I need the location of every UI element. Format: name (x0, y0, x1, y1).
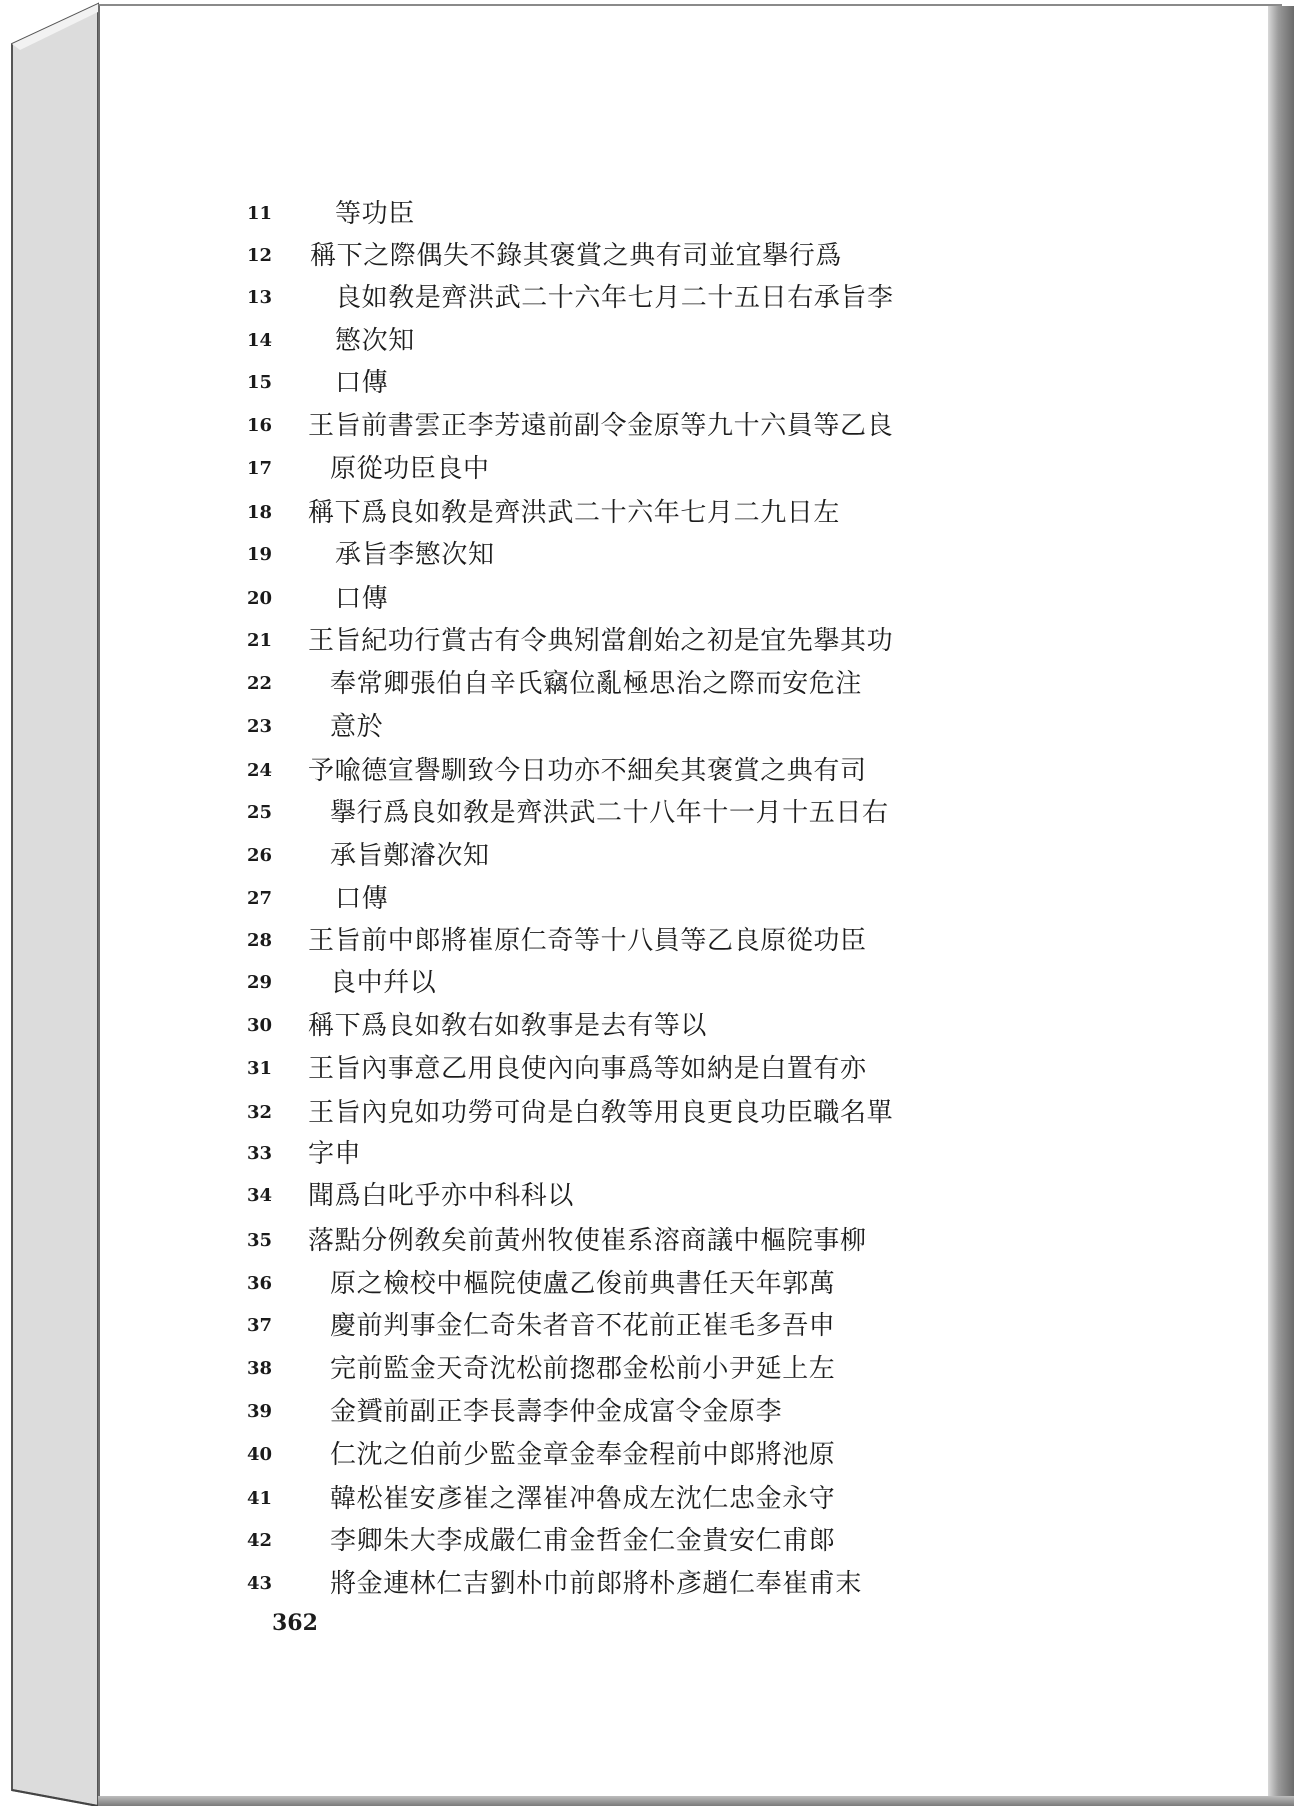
line-number: 33 (247, 1143, 273, 1164)
line-number: 41 (247, 1488, 273, 1509)
line-text: 良中幷以 (330, 968, 437, 998)
line-text: 予喩德宣譽馴致今日功亦不細矣其褒賞之典有司 (308, 756, 867, 786)
text-line (0, 620, 1100, 660)
line-text: 字申 (308, 1139, 362, 1169)
text-line (0, 792, 1100, 832)
line-number: 20 (247, 588, 273, 609)
line-number: 31 (247, 1058, 273, 1079)
line-text: 原從功臣良中 (330, 454, 490, 484)
text-line (0, 920, 1100, 960)
text-line (0, 1175, 1100, 1215)
text-line (0, 1263, 1100, 1303)
line-number: 13 (247, 287, 273, 308)
line-number: 17 (247, 458, 273, 479)
line-number: 30 (247, 1015, 273, 1036)
page-edge-shadow-right (1268, 6, 1294, 1802)
text-line (0, 1305, 1100, 1345)
text-line (0, 1092, 1100, 1132)
line-number: 15 (247, 372, 273, 393)
line-text: 王旨紀功行賞古有令典矧當創始之初是宜先擧其功 (308, 626, 894, 656)
text-line (0, 1434, 1100, 1474)
text-line (0, 835, 1100, 875)
text-line (0, 534, 1100, 574)
text-line (0, 962, 1100, 1002)
line-text: 聞爲白叱乎亦中科科以 (308, 1181, 575, 1211)
line-text: 口傳 (335, 368, 389, 398)
line-number: 28 (247, 930, 273, 951)
line-number: 35 (247, 1230, 273, 1251)
line-number: 18 (247, 502, 273, 523)
line-text: 原之檢校中樞院使盧乙俊前典書任天年郭萬 (330, 1269, 836, 1299)
line-text: 承旨李慜次知 (335, 540, 495, 570)
line-number: 37 (247, 1315, 273, 1336)
line-number: 38 (247, 1358, 273, 1379)
text-line (0, 1478, 1100, 1518)
line-text: 王旨內皃如功勞可尙是白敎等用良更良功臣職名單 (308, 1098, 894, 1128)
line-text: 口傳 (335, 584, 389, 614)
line-number: 24 (247, 760, 273, 781)
line-text: 稱下之際偶失不錄其褒賞之典有司並宜擧行爲 (310, 241, 843, 271)
line-text: 擧行爲良如敎是齊洪武二十八年十一月十五日右 (330, 798, 889, 828)
text-line (0, 277, 1100, 317)
text-line (0, 362, 1100, 402)
text-line (0, 750, 1100, 790)
text-line (0, 405, 1100, 445)
line-number: 23 (247, 716, 273, 737)
line-text: 奉常卿張伯自辛氏竊位亂極思治之際而安危注 (330, 669, 863, 699)
text-line (0, 1391, 1100, 1431)
text-line (0, 448, 1100, 488)
line-text: 將金連林仁吉劉朴巾前郞將朴彥趙仁奉崔甫末 (330, 1569, 863, 1599)
line-number: 42 (247, 1530, 273, 1551)
line-text: 良如敎是齊洪武二十六年七月二十五日右承旨李 (335, 283, 894, 313)
text-line (0, 878, 1100, 918)
line-text: 落點分例敎矣前黃州牧使崔系溶商議中樞院事柳 (308, 1226, 867, 1256)
line-text: 稱下爲良如敎是齊洪武二十六年七月二九日左 (308, 498, 841, 528)
text-line (0, 1133, 1100, 1173)
line-number: 21 (247, 630, 273, 651)
line-text: 王旨前中郞將崔原仁奇等十八員等乙良原從功臣 (308, 926, 867, 956)
line-text: 慶前判事金仁奇朱者音不花前正崔毛多吾申 (330, 1311, 836, 1341)
text-line (0, 706, 1100, 746)
line-text: 口傳 (335, 884, 389, 914)
line-text: 等功臣 (335, 199, 415, 229)
text-line (0, 663, 1100, 703)
line-number: 16 (247, 415, 273, 436)
text-line (0, 1348, 1100, 1388)
line-number: 25 (247, 802, 273, 823)
line-number: 19 (247, 544, 273, 565)
text-line (0, 235, 1100, 275)
text-line (0, 1048, 1100, 1088)
line-text: 金贇前副正李長壽李仲金成富令金原李 (330, 1397, 783, 1427)
page-number: 362 (272, 1610, 318, 1636)
line-text: 承旨鄭濬次知 (330, 841, 490, 871)
line-number: 34 (247, 1185, 273, 1206)
line-number: 14 (247, 330, 273, 351)
line-text: 仁沈之伯前少監金章金奉金程前中郞將池原 (330, 1440, 836, 1470)
line-text: 慜次知 (335, 326, 415, 356)
line-text: 稱下爲良如敎右如敎事是去有等以 (308, 1011, 708, 1041)
line-text: 完前監金天奇沈松前揔郡金松前小尹延上左 (330, 1354, 836, 1384)
line-text: 李卿朱大李成嚴仁甫金哲金仁金貴安仁甫郞 (330, 1526, 836, 1556)
line-number: 32 (247, 1102, 273, 1123)
line-text: 王旨前書雲正李芳遠前副令金原等九十六員等乙良 (308, 411, 894, 441)
text-line (0, 193, 1100, 233)
text-line (0, 1220, 1100, 1260)
text-line (0, 578, 1100, 618)
text-line (0, 1005, 1100, 1045)
line-number: 29 (247, 972, 273, 993)
line-number: 12 (247, 245, 273, 266)
line-number: 39 (247, 1401, 273, 1422)
line-number: 26 (247, 845, 273, 866)
line-number: 36 (247, 1273, 273, 1294)
page-edge-shadow-bottom (98, 1796, 1294, 1806)
line-text: 意於 (330, 712, 384, 742)
line-text: 韓松崔安彥崔之澤崔冲魯成左沈仁忠金永守 (330, 1484, 836, 1514)
line-number: 43 (247, 1573, 273, 1594)
text-line (0, 320, 1100, 360)
line-text: 王旨內事意乙用良使內向事爲等如納是白置有亦 (308, 1054, 867, 1084)
line-number: 11 (247, 203, 273, 224)
text-line (0, 1563, 1100, 1603)
text-line (0, 1520, 1100, 1560)
line-number: 27 (247, 888, 273, 909)
line-number: 22 (247, 673, 273, 694)
line-number: 40 (247, 1444, 273, 1465)
text-line (0, 492, 1100, 532)
